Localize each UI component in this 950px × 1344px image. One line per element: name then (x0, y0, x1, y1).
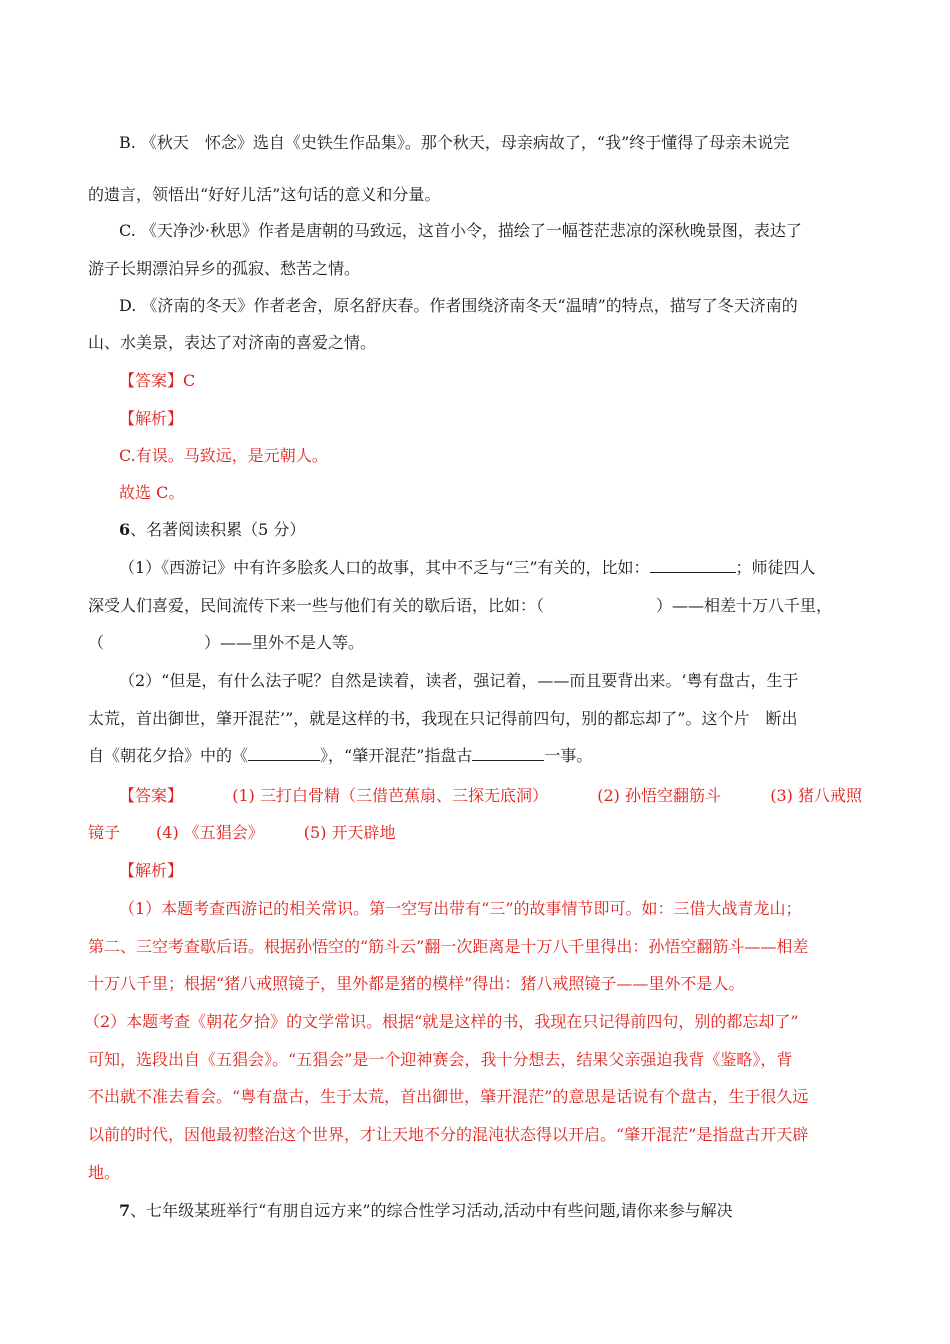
q6-heading (119, 519, 862, 541)
q6-analysis-line-7: 以前的时代，因他最初整治这个世界，才让天地不分的混沌状态得以开启。“肇开混茫”是指盘古开天辟 (88, 1125, 809, 1144)
q6-answer-item-3-cont: 镜子 (88, 823, 121, 842)
q6-analysis-line-6: 不出就不准去看会。“粤有盘古，生于太荒，首出御世，肇开混茫”的意思是话说有个盘古，生于很久远 (88, 1087, 809, 1106)
q6-analysis-line-1: （1）本题考查西游记的相关常识。第一空写出带有“三”的故事情节即可。如：三借大战青龙山； (119, 899, 802, 918)
q6-answer-item-3: (3) 猪八戒照 (770, 786, 862, 805)
q6-analysis-line-8: 地。 (88, 1163, 121, 1182)
q6-p1-line3-text-b: ）——里外不是人等。 (204, 633, 365, 652)
q6-number: 6 (119, 520, 131, 539)
option-d-line-1: D. 《济南的冬天》作者老舍，原名舒庆春。作者围绕济南冬天“温晴”的特点，描写了冬天济南的 (119, 296, 798, 315)
q6-analysis-line-4: （2）本题考查《朝花夕拾》的文学常识。根据“就是这样的书，我现在只记得前四句，别的都忘却了” (84, 1012, 799, 1031)
q6-analysis-label: 【解析】 (119, 861, 184, 880)
q6-p2-line3-text-c: 一事。 (544, 746, 593, 765)
q6-answer-label: 【答案】 (119, 786, 184, 805)
q6-p1-line2-text-a: 深受人们喜爱，民间流传下来一些与他们有关的歇后语，比如：（ (88, 596, 545, 615)
q5-analysis-line-2: 故选 C。 (119, 483, 185, 502)
q6-answer-item-2: (2) 孙悟空翻筋斗 (597, 786, 721, 805)
q5-answer-value: C (183, 371, 196, 390)
answer-blank-5[interactable] (472, 745, 544, 761)
option-b-line-1: B. 《秋天 怀念》选自《史铁生作品集》。那个秋天，母亲病故了，“我”终于懂得了母亲未说完 (119, 133, 790, 152)
q6-p1-line2-text-b: ）——相差十万八千里， (656, 596, 833, 615)
q6-p1-text-a: （1）《西游记》中有许多脍炙人口的故事，其中不乏与“三”有关的，比如： (119, 558, 650, 577)
option-c-line-1: C. 《天净沙·秋思》作者是唐朝的马致远，这首小令，描绘了一幅苍茫悲凉的深秋晚景图，表达了 (119, 221, 802, 240)
answer-blank-4[interactable] (248, 745, 320, 761)
q6-p2-line-2: 太荒，首出御世，肇开混茫’”，就是这样的书，我现在只记得前四句，别的都忘却了”。这个片 断出 (88, 709, 798, 728)
q6-answer-line-1 (119, 785, 862, 807)
q6-p1-text-b: ；师徒四人 (735, 558, 816, 577)
q6-p1-line3-text-a: （ (88, 633, 105, 652)
option-c-line-2: 游子长期漂泊异乡的孤寂、愁苦之情。 (88, 259, 361, 278)
option-d-line-2: 山、水美景，表达了对济南的喜爱之情。 (88, 333, 377, 352)
q6-title: 、名著阅读积累（5 分） (130, 520, 306, 539)
q6-p2-line-3 (88, 745, 862, 767)
q5-analysis-line-1: C.有误。马致远，是元朝人。 (119, 446, 328, 465)
option-b-line-2: 的遗言，领悟出“好好儿活”这句话的意义和分量。 (88, 185, 441, 204)
q6-p1-line-2 (88, 595, 862, 617)
q6-p1-line-3 (88, 632, 862, 654)
q7-number: 7 (119, 1201, 131, 1220)
q7-heading (119, 1200, 862, 1222)
q6-p2-line3-text-a: 自《朝花夕拾》中的《 (88, 746, 249, 765)
answer-blank-1[interactable] (650, 557, 736, 573)
q5-analysis-label: 【解析】 (119, 409, 184, 428)
q6-p1-line-1 (119, 557, 862, 579)
q6-p2-line-1: （2）“但是，有什么法子呢？自然是读着，读者，强记着，——而且要背出来。‘粤有盘古，生于 (119, 671, 799, 690)
q6-answer-item-4: (4) 《五猖会》 (156, 823, 264, 842)
q6-analysis-line-5: 可知，选段出自《五猖会》。“五猖会”是一个迎神赛会，我十分想去，结果父亲强迫我背《鉴略》，背 (88, 1050, 793, 1069)
q6-analysis-line-3: 十万八千里；根据“猪八戒照镜子，里外都是猪的模样”得出：猪八戒照镜子——里外不是人。 (88, 974, 745, 993)
q6-p2-line3-text-b: 》，“肇开混茫”指盘古 (320, 746, 473, 765)
q5-answer-label: 【答案】 (119, 371, 184, 390)
q5-answer (119, 370, 862, 392)
q7-title: 、七年级某班举行“有朋自远方来”的综合性学习活动,活动中有些问题,请你来参与解决 (130, 1201, 733, 1220)
q6-answer-item-1: (1) 三打白骨精（三借芭蕉扇、三探无底洞） (232, 786, 548, 805)
q6-analysis-line-2: 第二、三空考查歇后语。根据孙悟空的“筋斗云”翻一次距离是十万八千里得出：孙悟空翻筋斗——相差 (88, 937, 809, 956)
q6-answer-line-2 (88, 822, 862, 844)
q6-answer-item-5: (5) 开天辟地 (303, 823, 396, 842)
